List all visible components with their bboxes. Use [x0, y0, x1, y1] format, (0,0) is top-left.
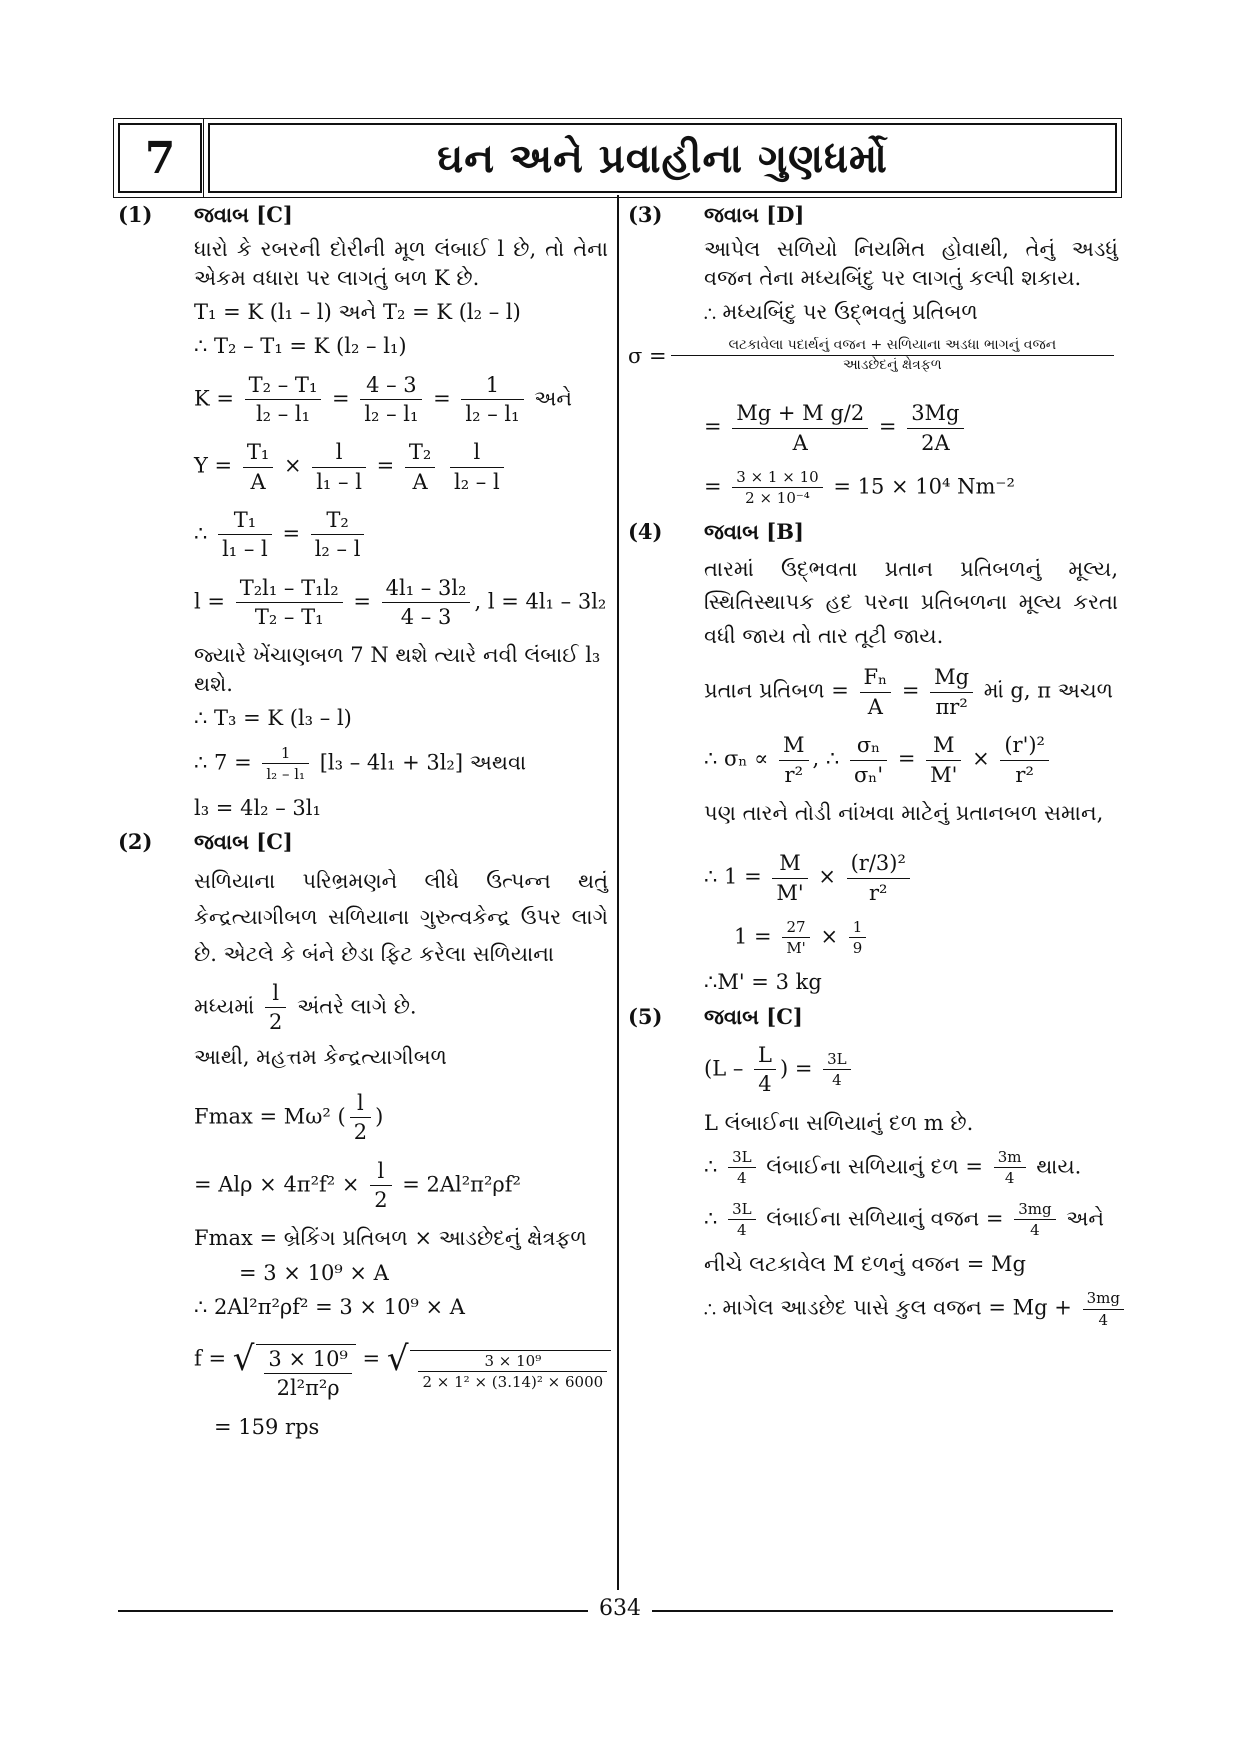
fraction: [779, 731, 809, 789]
numerator: l: [312, 438, 366, 467]
numerator: T₂: [311, 506, 365, 535]
equation-length: [704, 1041, 1118, 1099]
chapter-title: ઘન અને પ્રવાહીના ગુણધર્મો: [208, 123, 1117, 193]
fraction: [860, 663, 892, 721]
paragraph: સળિયાના પરિભ્રમણને લીધે ઉત્પન્ન થતું કેન્દ્રત્યાગીબળ સળિયાના ગુરુત્વકેન્દ્ર ઉપર લાગે છે. એટલે કે બંને છેડા ફિટ કરેલા સળિયાના: [194, 868, 608, 967]
question-5-header: [628, 1003, 1118, 1031]
equation-stress: પ્રતાન પ્રતિબળ = $\frac{\text{Fₙ}}{A}$ = $\frac{Mg}{\text{πr²}}$ માં g, π અચળ: [704, 663, 1118, 721]
eq-text: લંબાઈના સળિયાનું દળ =: [766, 1154, 984, 1179]
denominator: 2: [353, 1120, 368, 1145]
equation-sigma-3: = $\frac{3 \times 1 \times 10}{\text{2 × 10⁻⁴}}$ = 15 × 10⁴ Nm⁻²: [704, 467, 1015, 508]
paragraph: L લંબાઈના સળિયાનું દળ m છે.: [704, 1110, 974, 1135]
paragraph: આપેલ સળિયો નિયમિત હોવાથી, તેનું અડધું વજન તેના મધ્યબિંદુ પર લાગતું કલ્પી શકાય.: [704, 237, 1118, 290]
chapter-number: 7: [118, 123, 202, 193]
eq-text: માં g, π અચળ: [983, 678, 1114, 703]
equation: l₃ = 4l₂ – 3l₁: [194, 796, 321, 820]
numerator: 3L: [728, 1147, 756, 1168]
fraction: [370, 1157, 391, 1215]
sqrt-icon: √: [232, 1339, 255, 1380]
denominator: A: [792, 430, 808, 455]
equation: ∴ T₃ = K (l₃ – l): [194, 706, 352, 731]
fraction: [926, 731, 961, 789]
denominator: 2: [374, 1188, 388, 1212]
denominator: M': [776, 880, 804, 905]
denominator: 2 × 1² × (3.14)² × 6000: [422, 1373, 604, 1392]
eq-text: ∴: [704, 1154, 718, 1179]
numerator: T₂ – T₁: [245, 371, 322, 400]
numerator: M: [926, 731, 961, 760]
fraction: [236, 574, 343, 632]
denominator: σₙ': [853, 762, 884, 787]
fraction: [907, 399, 963, 457]
sqrt-body: [410, 1350, 611, 1393]
denominator: 4: [1004, 1169, 1015, 1188]
fraction: [847, 849, 910, 907]
midpoint-line: [194, 979, 608, 1037]
numerator: 1: [262, 743, 309, 764]
equation-sigma-2: = $\frac{\text{Mg + M g/2}}{A}$ = $\frac{3Mg}{2A}$: [704, 399, 1118, 457]
footer-rule-right: [652, 1610, 1113, 1612]
equation-one-b: 1 = $\frac{27}{M'}$ × $\frac{1}{9}$: [704, 917, 1118, 959]
equation-sigma: [628, 336, 1118, 375]
fraction: [728, 1199, 756, 1241]
column-divider: [617, 195, 619, 1590]
eq-text: 1 =: [734, 924, 772, 949]
eq-text: થાય.: [1036, 1154, 1082, 1179]
equation: ∴ 2Al²π²ρf² = 3 × 10⁹ × A: [194, 1295, 465, 1320]
denominator: l₂ – l: [454, 469, 500, 494]
denominator: 2l²π²ρ: [276, 1376, 340, 1401]
question-number: (3): [628, 202, 663, 227]
fraction: [823, 1049, 851, 1091]
numerator: 3L: [728, 1199, 756, 1220]
eq-text: = 15 × 10⁴ Nm⁻²: [833, 474, 1015, 499]
fraction: [461, 371, 523, 429]
fraction: [265, 979, 286, 1037]
eq-text: ): [375, 1104, 384, 1129]
question-2-body: [118, 863, 608, 1441]
right-column: [628, 195, 1118, 1340]
equation-total-weight: [704, 1288, 1118, 1330]
eq-text: ∴: [194, 521, 208, 546]
denominator: l₂ – l₁: [364, 402, 419, 427]
equation: ∴M' = 3 kg: [704, 970, 822, 995]
equation: Fmax = બ્રેકિંગ પ્રતિબળ × આડછેદનું ક્ષેત્રફળ: [194, 1226, 587, 1251]
equation: ∴ T₂ – T₁ = K (l₂ – l₁): [194, 334, 407, 359]
denominator: 4: [1098, 1310, 1109, 1329]
eq-text: લંબાઈના સળિયાનું વજન =: [766, 1205, 1004, 1230]
numerator: 3mg: [1083, 1288, 1124, 1309]
equation-l: l = $\frac{\text{T₂l₁ – T₁l₂}}{\text{T₂ – T₁}}$ = $\frac{\text{4l₁ – 3l₂}}{4 - 3}$ , l = 4l₁ – 3l₂: [194, 574, 608, 632]
numerator: 3Mg: [907, 399, 963, 428]
eq-text: (L –: [704, 1056, 744, 1081]
fraction: [350, 1089, 371, 1147]
numerator: (r')²: [1000, 731, 1049, 760]
eq-text: ∴ 1 =: [704, 864, 762, 889]
denominator: 4 – 3: [400, 605, 452, 630]
numerator: 3m: [994, 1147, 1026, 1168]
fraction: [732, 399, 868, 457]
eq-text: Y =: [194, 453, 233, 478]
eq-text: [l₃ – 4l₁ + 3l₂] અથવા: [319, 749, 527, 774]
paragraph: ∴ મધ્યબિંદુ પર ઉદ્‌ભવતું પ્રતિબળ: [704, 300, 978, 325]
answer-label: જવાબ [C]: [194, 202, 293, 227]
fraction: [930, 663, 973, 721]
page-number: 634: [590, 1596, 650, 1621]
denominator: A: [412, 469, 428, 494]
fraction: [262, 743, 309, 785]
fraction: [243, 438, 273, 496]
equation-fmax: [194, 1089, 608, 1147]
denominator: 4: [832, 1071, 842, 1090]
footer-rule-left: [118, 1610, 588, 1612]
fraction: [218, 506, 272, 564]
numerator: 27: [782, 917, 809, 938]
fraction: [418, 1351, 607, 1393]
denominator: 2 × 10⁻⁴: [745, 489, 810, 508]
question-3-body: [628, 235, 1118, 326]
eq-text: f =: [194, 1346, 227, 1371]
eq-text: = Alρ × 4π²f² ×: [194, 1172, 360, 1196]
denominator: πr²: [935, 694, 968, 719]
fraction: [405, 438, 435, 496]
question-2-header: [118, 828, 608, 856]
fraction: [732, 467, 822, 509]
equation-ratio: ∴ $\frac{\text{T₁}}{\text{l₁ – l}}$ = $\frac{\text{T₂}}{\text{l₂ – l}}$: [194, 506, 608, 564]
equation-f: f = √ $\frac{\text{3 × 10⁹}}{\text{2l²π²ρ}}$ = √ $\frac{\text{3 × 10⁹}}{\text{2 × 1² × (3.14)² × 6000}}$: [194, 1337, 608, 1402]
eq-text: ∴ માગેલ આડછેદ પાસે કુલ વજન = Mg +: [704, 1295, 1072, 1320]
question-number: (1): [118, 202, 153, 227]
numerator: 3mg: [1014, 1199, 1055, 1220]
equation-k: K = $\frac{\text{T₂ – T₁}}{\text{l₂ – l₁}}$ = $\frac{4 - 3}{\text{l₂ – l₁}}$ = $\frac{1}{\text{l₂ – l₁}}$ અને: [194, 371, 608, 429]
fraction: [245, 371, 322, 429]
numerator: T₂l₁ – T₁l₂: [236, 574, 343, 603]
question-3-calc: [628, 399, 1118, 508]
denominator: 9: [852, 939, 863, 958]
fraction: [450, 438, 504, 496]
denominator: 4: [737, 1220, 747, 1239]
denominator: 2A: [921, 430, 950, 455]
eq-text: σ =: [628, 343, 667, 368]
numerator: 3 × 10⁹: [264, 1345, 351, 1374]
equation-weight: [704, 1199, 1118, 1241]
eq-text: ∴ 7 =: [194, 749, 252, 774]
answer-label: જવાબ [C]: [704, 1003, 803, 1029]
denominator: l₁ – l: [316, 469, 362, 494]
fraction: [671, 336, 1114, 375]
fraction: [1014, 1199, 1055, 1241]
equation: = 159 rps: [214, 1414, 320, 1439]
denominator: l₂ – l₁: [465, 402, 520, 427]
question-1-body: [118, 235, 608, 822]
numerator: Fₙ: [860, 663, 892, 692]
eq-text: Fmax = Mω² (: [194, 1104, 346, 1129]
numerator: 4 – 3: [360, 371, 422, 400]
question-4-body: [628, 553, 1118, 997]
fraction: [850, 731, 887, 789]
denominator: A: [867, 694, 883, 719]
fraction: [312, 438, 366, 496]
eq-text: ∴ σₙ ∝: [704, 746, 769, 771]
numerator: 3 × 10⁹: [418, 1351, 607, 1372]
numerator: 1: [849, 917, 867, 938]
numerator: લટકાવેલા પદાર્થનું વજન + સળિયાના અડધા ભાગનું વજન: [671, 336, 1114, 356]
eq-text: અને: [534, 386, 573, 411]
denominator: l₂ – l₁: [255, 402, 311, 427]
denominator: 4: [1030, 1220, 1040, 1239]
eq-text: , ∴: [812, 746, 840, 771]
denominator: આડછેદનું ક્ષેત્રફળ: [842, 357, 942, 374]
denominator: 2: [269, 1010, 283, 1035]
paragraph: તારમાં ઉદ્‌ભવતા પ્રતાન પ્રતિબળનું મૂલ્ય, સ્થિતિસ્થાપક હદ પરના પ્રતિબળના મૂલ્ય કરતા વધી જાય તો તાર તૂટી જાય.: [704, 556, 1118, 648]
numerator: l: [350, 1089, 371, 1118]
left-column: [118, 195, 608, 1447]
numerator: 1: [461, 371, 523, 400]
eq-text: l =: [194, 589, 225, 614]
denominator: 4: [758, 1072, 772, 1097]
question-number: (4): [628, 519, 663, 545]
paragraph: ધારો કે રબરની દોરીની મૂળ લંબાઈ l છે, તો તેના એકમ વધારા પર લાગતું બળ K છે.: [194, 237, 608, 290]
numerator: T₂: [405, 438, 435, 467]
question-4-header: [628, 518, 1118, 546]
fraction: [264, 1345, 351, 1403]
equation: = 3 × 10⁹ × A: [239, 1260, 389, 1285]
answer-label: જવાબ [D]: [704, 202, 805, 227]
eq-text: K =: [194, 386, 234, 411]
question-number: (2): [118, 829, 153, 855]
denominator: M': [786, 939, 806, 958]
paragraph: જ્યારે ખેંચાણબળ 7 N થશે ત્યારે નવી લંબાઈ l₃ થશે.: [194, 643, 601, 696]
question-1-header: [118, 201, 608, 229]
eq-text: ) =: [779, 1056, 813, 1081]
question-number: (5): [628, 1003, 663, 1029]
equation-y: Y = $\frac{\text{T₁}}{A}$ × $\frac{l}{\text{l₁ – l}}$ = $\frac{\text{T₂}}{A}$ $\frac{l}{\text{l₂ – l}}$: [194, 438, 608, 496]
numerator: 4l₁ – 3l₂: [382, 574, 471, 603]
denominator: r²: [1015, 762, 1034, 787]
paragraph: આથી, મહત્તમ કેન્દ્રત્યાગીબળ: [194, 1044, 447, 1069]
numerator: T₁: [243, 438, 273, 467]
fraction: [782, 917, 809, 959]
sqrt-icon: √: [386, 1339, 409, 1380]
numerator: M: [779, 731, 809, 760]
numerator: Mg + M g/2: [732, 399, 868, 428]
question-5-body: [628, 1041, 1118, 1330]
fraction: [382, 574, 471, 632]
numerator: 3L: [823, 1049, 851, 1070]
denominator: T₂ – T₁: [254, 605, 324, 630]
eq-text: ∴: [704, 1205, 718, 1230]
equation-proportional: ∴ σₙ ∝ $\frac{M}{\text{r²}}$ , ∴ $\frac{\text{σₙ}}{\text{σₙ'}}$ = $\frac{M}{M'}$ × $\frac{\text{(r')²}}{\text{r²}}$: [704, 731, 1118, 789]
eq-text: અંતરે લાગે છે.: [297, 994, 417, 1019]
equation-mass: [704, 1147, 1118, 1189]
numerator: (r/3)²: [847, 849, 910, 878]
eq-text: પ્રતાન પ્રતિબળ =: [704, 678, 849, 703]
paragraph: નીચે લટકાવેલ M દળનું વજન = Mg: [704, 1252, 1026, 1277]
fraction: [360, 371, 422, 429]
numerator: Mg: [930, 663, 973, 692]
denominator: r²: [784, 762, 804, 787]
denominator: l₂ – l₁: [266, 764, 306, 783]
eq-text: અને: [1066, 1205, 1105, 1230]
fraction: [772, 849, 807, 907]
denominator: l₁ – l: [222, 537, 268, 562]
numerator: 3 × 1 × 10: [732, 467, 822, 488]
sqrt-body: [256, 1344, 355, 1403]
answer-label: જવાબ [C]: [194, 829, 293, 855]
fraction: [1000, 731, 1049, 789]
numerator: l: [265, 979, 286, 1008]
denominator: r²: [869, 880, 888, 905]
denominator: M': [930, 762, 958, 787]
fraction: [728, 1147, 756, 1189]
paragraph: પણ તારને તોડી નાંખવા માટેનું પ્રતાનબળ સમાન,: [704, 800, 1104, 825]
fraction: [1083, 1288, 1124, 1330]
equation-seven: [194, 743, 608, 785]
fraction: [849, 917, 867, 959]
numerator: σₙ: [850, 731, 887, 760]
fraction: [754, 1041, 776, 1099]
equation-one: ∴ 1 = $\frac{M}{M'}$ × $\frac{\text{(r/3)²}}{\text{r²}}$: [704, 849, 1118, 907]
numerator: T₁: [218, 506, 272, 535]
denominator: 4: [737, 1169, 747, 1188]
equation: T₁ = K (l₁ – l) અને T₂ = K (l₂ – l): [194, 300, 521, 325]
denominator: l₂ – l: [314, 537, 361, 562]
numerator: l: [370, 1157, 391, 1186]
denominator: A: [250, 469, 266, 494]
fraction: [311, 506, 365, 564]
fraction: [994, 1147, 1026, 1189]
numerator: l: [450, 438, 504, 467]
question-3-header: [628, 201, 1118, 229]
answer-label: જવાબ [B]: [704, 519, 804, 545]
eq-text: = 2Al²π²ρf²: [402, 1172, 521, 1196]
eq-text: મધ્યમાં: [194, 994, 255, 1019]
eq-text: , l = 4l₁ – 3l₂: [474, 589, 607, 614]
equation-fmax-expand: [194, 1157, 608, 1215]
numerator: M: [772, 849, 807, 878]
numerator: L: [754, 1041, 776, 1070]
